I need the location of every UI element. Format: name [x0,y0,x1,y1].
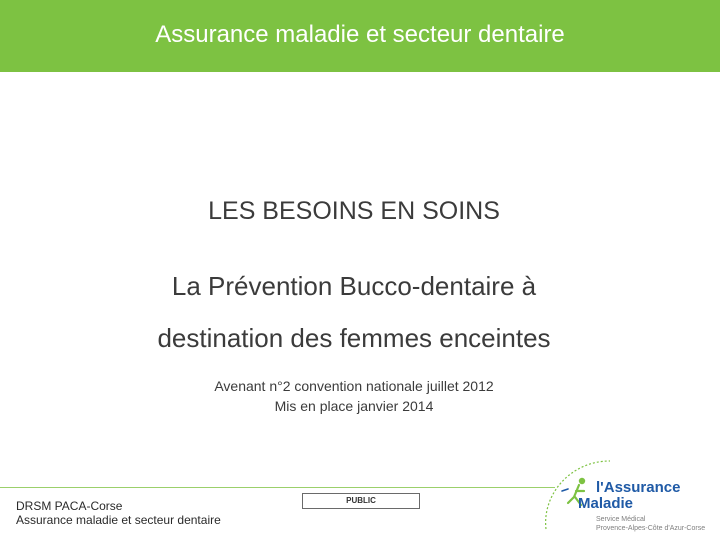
assurance-maladie-logo [540,455,716,537]
logo-service-line2: Provence-Alpes-Côte d'Azur-Corse [596,525,706,532]
slide-title: LES BESOINS EN SOINS [208,197,500,225]
slide-subtitle-line2: destination des femmes enceintes [157,323,551,353]
footer-caption: Assurance maladie et secteur dentaire [16,513,221,527]
classification-label: PUBLIC [302,493,420,509]
logo-service-line1: Service Médical [596,516,646,523]
footer-divider [0,487,555,488]
convention-note: Avenant n°2 convention nationale juillet 2012 [214,378,494,394]
logo-brand-line2: Maladie [578,495,634,512]
slide-subtitle-line1: La Prévention Bucco-dentaire à [171,271,537,301]
implementation-note: Mis en place janvier 2014 [274,398,434,414]
logo-brand-line1: l'Assurance [596,479,681,496]
slide-header-title: Assurance maladie et secteur dentaire [155,21,565,48]
footer-org: DRSM PACA-Corse [16,499,123,513]
